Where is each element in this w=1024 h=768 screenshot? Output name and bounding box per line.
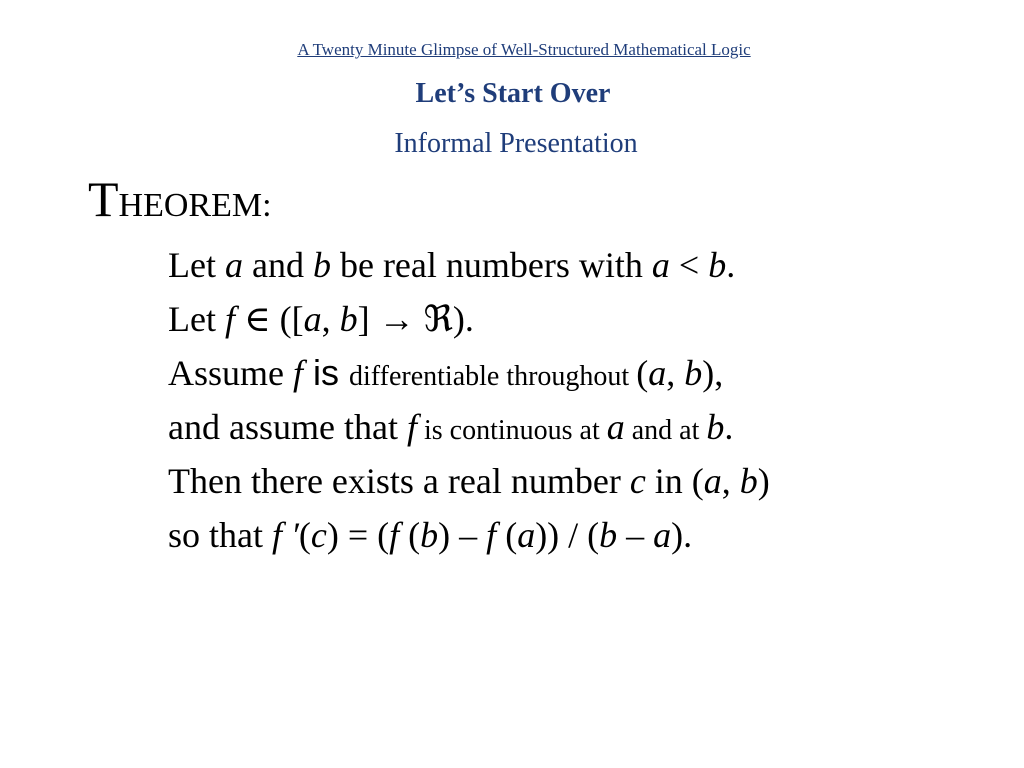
text: –	[617, 515, 654, 555]
theorem-heading	[88, 171, 272, 227]
text: .	[724, 407, 734, 447]
text: ,	[721, 461, 740, 501]
text: (	[636, 353, 649, 393]
text: Let	[168, 299, 225, 339]
text: )) / (	[535, 515, 600, 555]
variable: a	[517, 515, 536, 555]
theorem-heading-initial: T	[88, 171, 119, 227]
theorem-line-1	[168, 238, 1008, 292]
variable: f	[406, 407, 417, 447]
variable: b	[312, 245, 331, 285]
text: (	[496, 515, 518, 555]
variable: b	[339, 299, 358, 339]
theorem-body	[168, 238, 1008, 562]
theorem-line-5	[168, 454, 1008, 508]
variable: a	[648, 353, 667, 393]
theorem-heading-rest: HEOREM	[118, 187, 263, 224]
text: so that	[168, 515, 272, 555]
slide-title: Let’s Start Over	[415, 78, 611, 109]
text: .	[726, 245, 736, 285]
variable: a	[303, 299, 322, 339]
text: ] → ℜ).	[357, 299, 474, 339]
text: <	[669, 245, 709, 285]
variable: b	[420, 515, 439, 555]
variable: f ′	[272, 515, 299, 555]
variable: f	[224, 299, 235, 339]
text: is continuous at	[416, 415, 607, 446]
variable: b	[739, 461, 758, 501]
text: in (	[645, 461, 704, 501]
theorem-line-3	[168, 346, 1008, 400]
header-link[interactable]: A Twenty Minute Glimpse of Well-Structured Mathematical Logic	[297, 40, 751, 59]
text: ) = (	[326, 515, 390, 555]
theorem-line-2	[168, 292, 1008, 346]
variable: b	[708, 245, 727, 285]
text: be real numbers with	[330, 245, 652, 285]
variable: b	[706, 407, 725, 447]
text: (	[399, 515, 421, 555]
variable: c	[310, 515, 327, 555]
variable: c	[629, 461, 646, 501]
text: )	[757, 461, 770, 501]
slide-subtitle: Informal Presentation	[394, 128, 638, 159]
text: ),	[702, 353, 724, 393]
variable: b	[684, 353, 703, 393]
variable: a	[703, 461, 722, 501]
text: and at	[624, 415, 707, 446]
text: Let	[168, 245, 225, 285]
text: ∈ ([	[235, 299, 304, 339]
theorem-line-4	[168, 400, 1008, 454]
text: Then there exists a real number	[168, 461, 630, 501]
variable: f	[486, 515, 497, 555]
variable: f	[389, 515, 400, 555]
text: (	[298, 515, 311, 555]
text: and assume that	[168, 407, 407, 447]
text: Assume	[168, 353, 293, 393]
text: ,	[666, 353, 685, 393]
variable: a	[651, 245, 670, 285]
variable: a	[653, 515, 672, 555]
variable: b	[599, 515, 618, 555]
text: ,	[321, 299, 340, 339]
theorem-line-6	[168, 508, 1008, 562]
text: and	[242, 245, 313, 285]
text: ).	[671, 515, 693, 555]
text: ) –	[438, 515, 487, 555]
variable: a	[224, 245, 243, 285]
variable: f	[293, 353, 304, 393]
text: is	[303, 352, 350, 393]
text: differentiable throughout	[349, 361, 637, 392]
variable: a	[606, 407, 625, 447]
theorem-heading-colon: :	[262, 187, 272, 224]
